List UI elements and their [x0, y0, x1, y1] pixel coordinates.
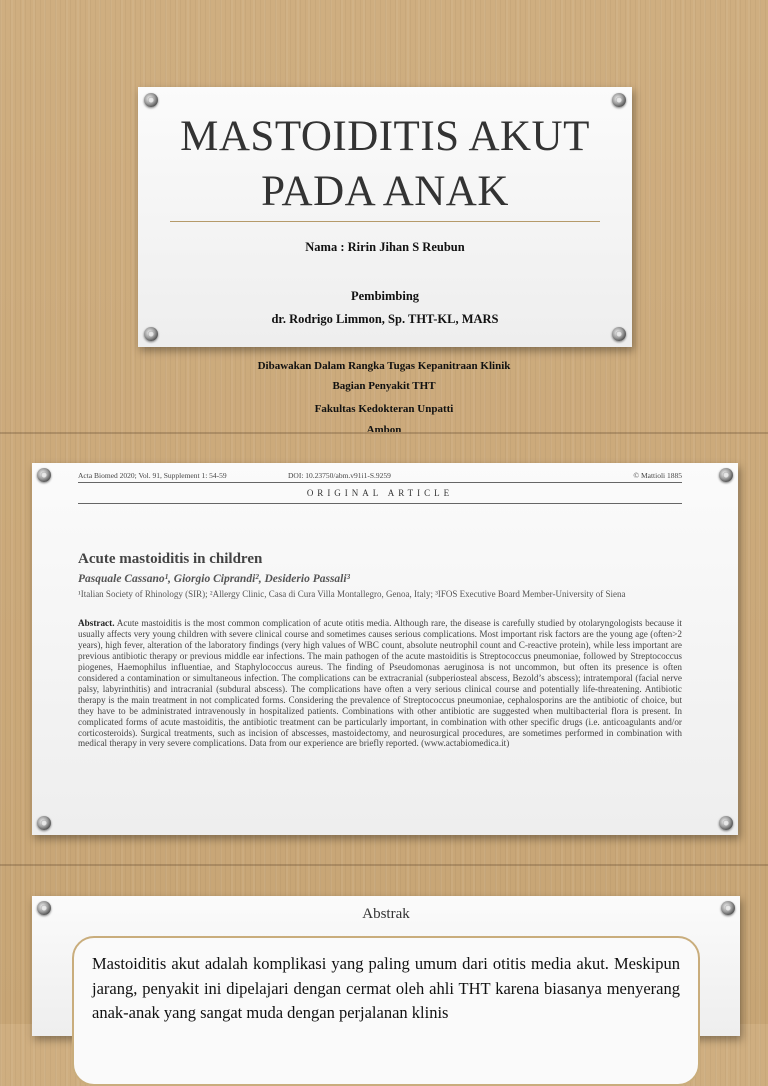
abstract-label: Abstract.	[78, 618, 115, 628]
title-divider	[170, 221, 600, 222]
journal-citation: Acta Biomed 2020; Vol. 91, Supplement 1: 54-59	[78, 471, 227, 480]
below-line-3: Fakultas Kedokteran Unpatti	[314, 403, 454, 415]
title-line-2: PADA ANAK	[261, 168, 509, 215]
abstract-text: Acute mastoiditis is the most common complication of acute otitis media. Although rare, the disease is carefully studied by otolaryngologists because it usually affects very young children with severe clinical course and sometimes causes serious complications. Most important risk factors are the young age (often>2 years), high fever, alteration of the laboratory findings (very high values of WBC count, absolute neutrophil count and C-reactive protein), while less important are previous antibiotic therapy or previous middle ear infections. The main pathogen of the acute mastoiditis is Streptococcus pneumoniae, followed by Streptococcus piogenes, Haemophilus influentiae, and Staphylococcus aureus. The finding of Pseudomonas aeruginosa is not uncommon, but often its presence is often considered a contamination or simultaneous infection. The complications can be extracranial (subperiosteal abscess, Bezold’s abscess); intratemporal (facial nerve palsy, labyrinthitis) and intracranial (subdural abscess). The complications have often a very serious clinical course and potentially life-threatening. Antibiotic therapy is the main treatment in not complicated forms. Considering the prevalence of Streptococcus pneumoniae, cephalosporins are the antibiotic of choice, but they have to be administrated intravenously in hospitalized patients. Combinations with other antibiotic are suggested when multibacterial flora is present. In complicated forms of acute mastoiditis, the antibiotic treatment can be particularly important, in combination with other specific drugs (i.e. anticoagulants and/or corticosteroids). Surgical treatments, such as incision of abscesses, mastoidectomy, and neurosurgical procedures, are sometimes performed in combination with medical therapy in very severe complications. Data from our experience are briefly reported. (www.actabiomedica.it)	[78, 618, 682, 749]
abstract-heading: Abstrak	[362, 906, 410, 922]
paper-page	[78, 463, 682, 835]
below-line-1: Dibawakan Dalam Rangka Tugas Kepanitraan Klinik	[257, 360, 511, 372]
pin-icon	[37, 816, 51, 830]
pin-icon	[612, 93, 626, 107]
publisher: © Mattioli 1885	[633, 471, 682, 480]
author-name: Nama : Ririn Jihan S Reubun	[305, 240, 465, 254]
below-line-2: Bagian Penyakit THT	[332, 380, 436, 392]
title-line-1: MASTOIDITIS AKUT	[180, 113, 590, 160]
abstract-slide-card	[32, 896, 740, 1036]
slide-separator	[0, 432, 768, 434]
below-line-4: Ambon	[366, 424, 402, 432]
header-rule	[78, 482, 682, 483]
paper-abstract	[78, 618, 682, 749]
doi: DOI: 10.23750/abm.v91i1-S.9259	[288, 471, 391, 480]
slide-separator	[0, 864, 768, 866]
paper-affiliation: ¹Italian Society of Rhinology (SIR); ²Allergy Clinic, Casa di Cura Villa Montallegro, Genoa, Italy; ³IFOS Executive Board Member-University of Siena	[78, 589, 626, 599]
paper-title: Acute mastoiditis in children	[78, 551, 263, 567]
slide-title	[138, 109, 632, 219]
abstract-box	[72, 936, 700, 1086]
supervisor-label: Pembimbing	[350, 289, 420, 303]
title-slide-card	[138, 87, 632, 347]
pin-icon	[719, 468, 733, 482]
pin-icon	[719, 816, 733, 830]
pin-icon	[144, 93, 158, 107]
pin-icon	[612, 327, 626, 341]
section-rule	[78, 503, 682, 504]
pin-icon	[144, 327, 158, 341]
pin-icon	[37, 468, 51, 482]
abstract-body: Mastoiditis akut adalah komplikasi yang paling umum dari otitis media akut. Meskipun jarang, penyakit ini dipelajari dengan cermat oleh ahli THT karena biasanya menyerang anak-anak yang sangat muda dengan perjalanan klinis	[92, 954, 680, 1022]
paper-authors: Pasquale Cassano¹, Giorgio Ciprandi², Desiderio Passali³	[78, 573, 351, 585]
paper-slide-card	[32, 463, 738, 835]
section-label: ORIGINAL ARTICLE	[306, 488, 454, 498]
supervisor-name: dr. Rodrigo Limmon, Sp. THT-KL, MARS	[271, 312, 499, 326]
